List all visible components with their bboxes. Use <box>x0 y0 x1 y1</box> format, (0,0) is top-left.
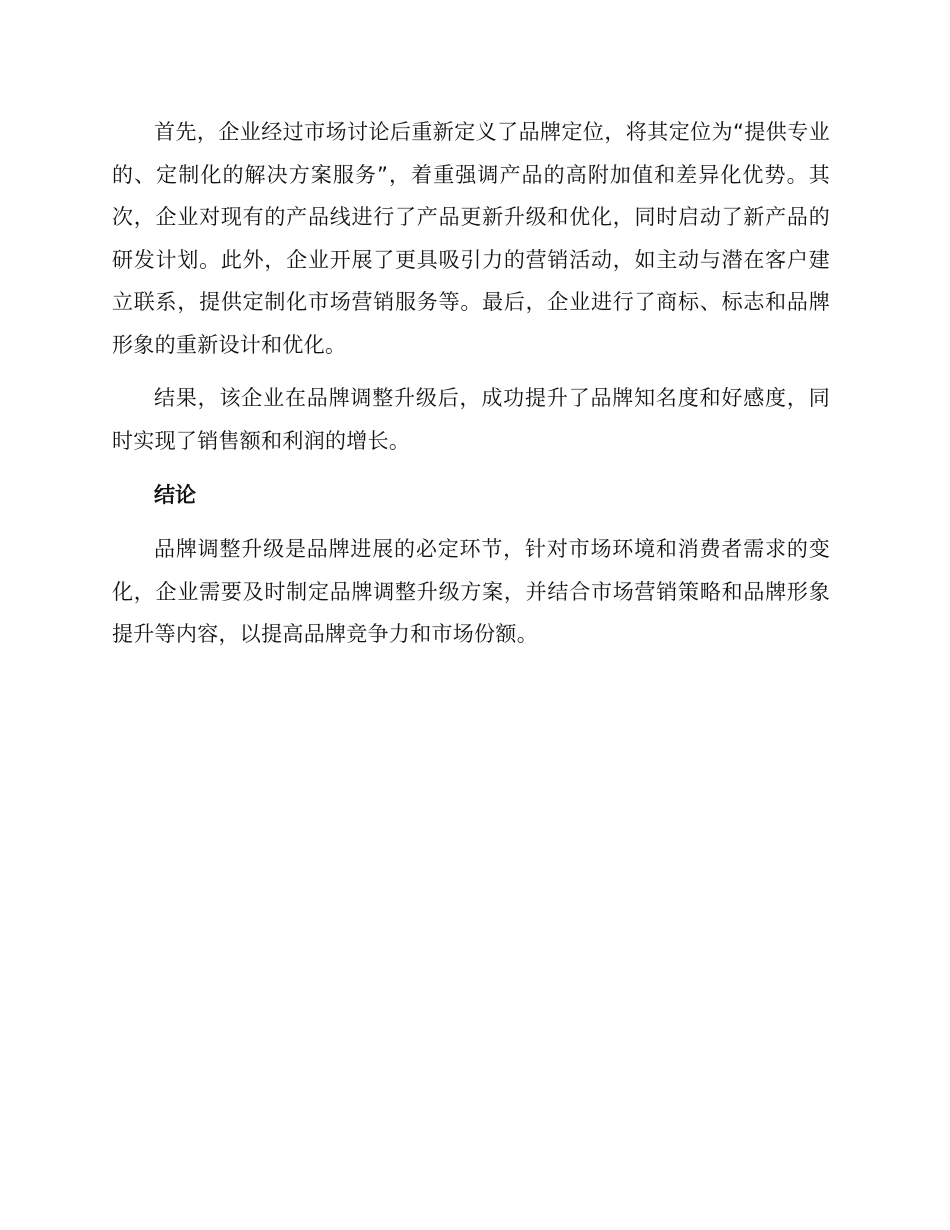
paragraph-brand-repositioning: 首先，企业经过市场讨论后重新定义了品牌定位，将其定位为“提供专业的、定制化的解决方案服务”，着重强调产品的高附加值和差异化优势。其次，企业对现有的产品线进行了产品更新升级和优化，同时启动了新产品的研发计划。此外，企业开展了更具吸引力的营销活动，如主动与潜在客户建立联系，提供定制化市场营销服务等。最后，企业进行了商标、标志和品牌形象的重新设计和优化。 <box>112 120 830 357</box>
conclusion-heading: 结论 <box>154 483 196 507</box>
paragraph-conclusion: 品牌调整升级是品牌进展的必定环节，针对市场环境和消费者需求的变化，企业需要及时制定品牌调整升级方案，并结合市场营销策略和品牌形象提升等内容，以提高品牌竞争力和市场份额。 <box>112 537 830 646</box>
paragraph-results: 结果，该企业在品牌调整升级后，成功提升了品牌知名度和好感度，同时实现了销售额和利润的增长。 <box>112 386 830 453</box>
document-page <box>112 111 830 656</box>
